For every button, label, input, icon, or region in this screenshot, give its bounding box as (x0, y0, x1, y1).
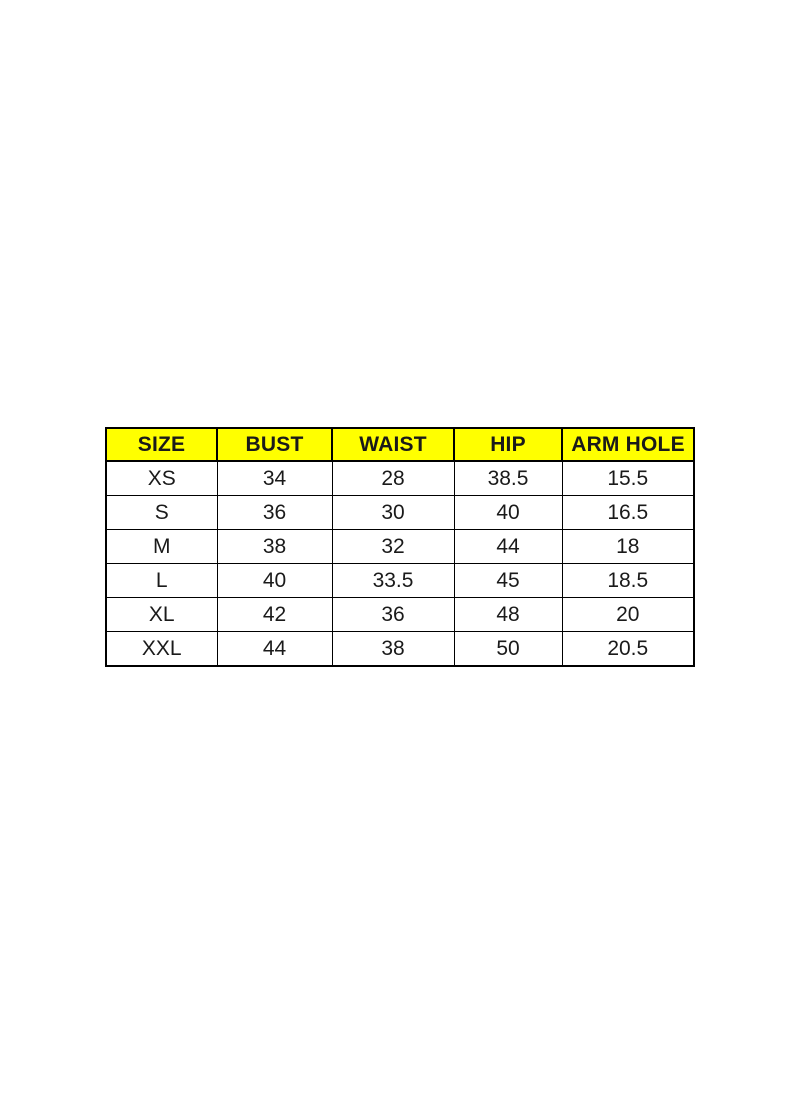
cell-bust: 44 (217, 632, 332, 667)
table-row-s (106, 496, 694, 530)
cell-arm-hole: 16.5 (562, 496, 694, 530)
cell-waist: 36 (332, 598, 454, 632)
cell-size: XS (106, 461, 217, 496)
cell-size: L (106, 564, 217, 598)
column-header-hip: HIP (454, 428, 562, 461)
cell-arm-hole: 18.5 (562, 564, 694, 598)
cell-waist: 32 (332, 530, 454, 564)
column-header-arm-hole: ARM HOLE (562, 428, 694, 461)
cell-hip: 38.5 (454, 461, 562, 496)
table-row-xxl (106, 632, 694, 667)
cell-arm-hole: 20.5 (562, 632, 694, 667)
cell-waist: 28 (332, 461, 454, 496)
cell-size: S (106, 496, 217, 530)
cell-size: XXL (106, 632, 217, 667)
cell-hip: 40 (454, 496, 562, 530)
column-header-bust: BUST (217, 428, 332, 461)
cell-waist: 33.5 (332, 564, 454, 598)
cell-arm-hole: 18 (562, 530, 694, 564)
cell-size: XL (106, 598, 217, 632)
cell-arm-hole: 20 (562, 598, 694, 632)
table-row-m (106, 530, 694, 564)
table-row-xs (106, 461, 694, 496)
cell-hip: 44 (454, 530, 562, 564)
cell-bust: 36 (217, 496, 332, 530)
cell-hip: 45 (454, 564, 562, 598)
table-row-l (106, 564, 694, 598)
cell-waist: 30 (332, 496, 454, 530)
cell-bust: 40 (217, 564, 332, 598)
cell-hip: 48 (454, 598, 562, 632)
cell-arm-hole: 15.5 (562, 461, 694, 496)
cell-bust: 38 (217, 530, 332, 564)
column-header-size: SIZE (106, 428, 217, 461)
size-chart-table (105, 427, 695, 667)
cell-waist: 38 (332, 632, 454, 667)
header-row (106, 428, 694, 461)
cell-hip: 50 (454, 632, 562, 667)
cell-bust: 42 (217, 598, 332, 632)
table-row-xl (106, 598, 694, 632)
column-header-waist: WAIST (332, 428, 454, 461)
cell-bust: 34 (217, 461, 332, 496)
cell-size: M (106, 530, 217, 564)
